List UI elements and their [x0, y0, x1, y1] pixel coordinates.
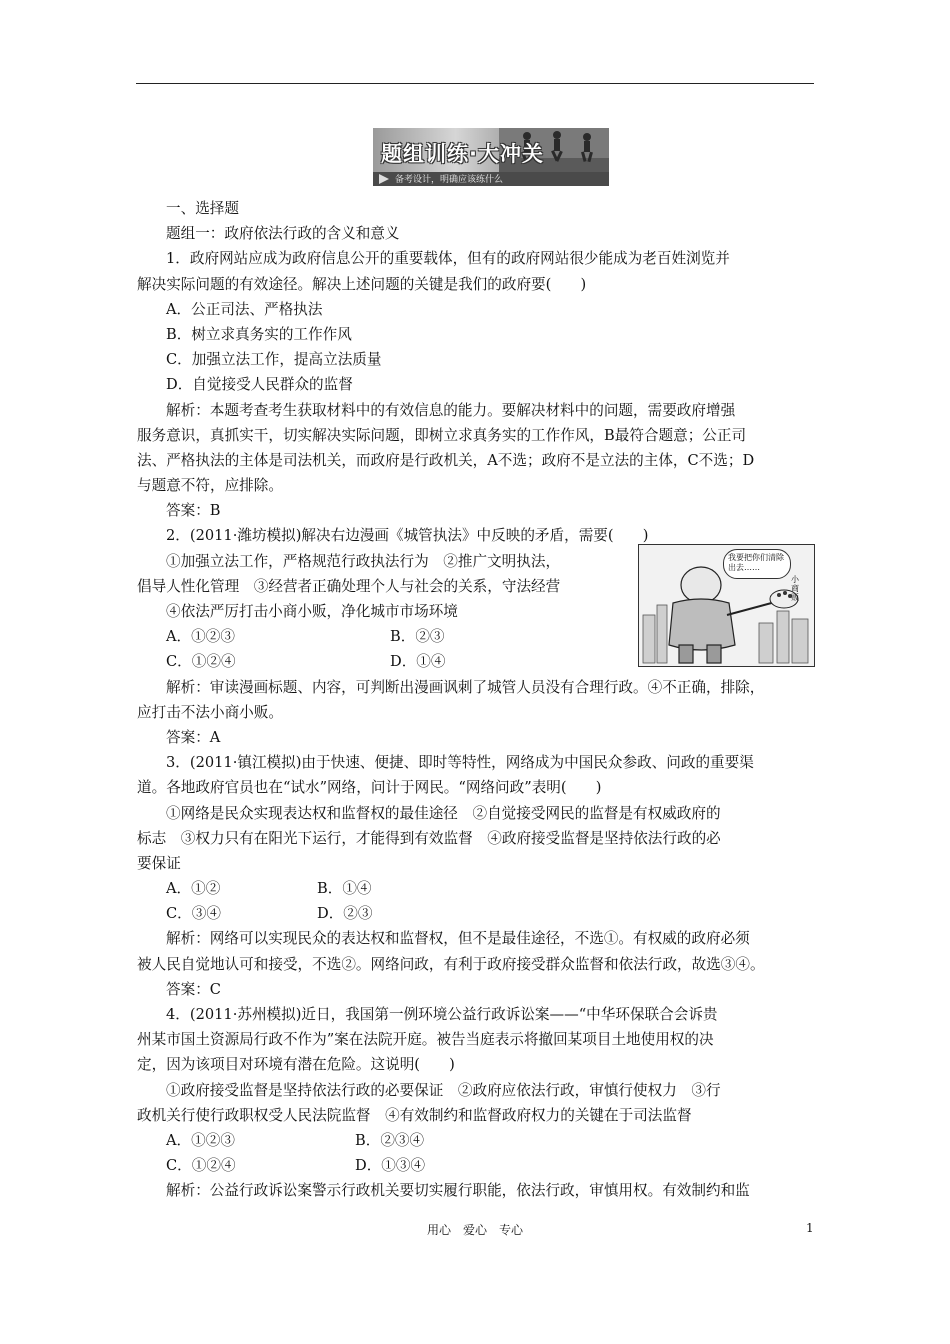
- text-line: 答案：B: [166, 502, 221, 520]
- text-line: 解析：本题考查考生获取材料中的有效信息的能力。要解决材料中的问题，需要政府增强: [166, 401, 736, 419]
- top-rule: [136, 83, 814, 84]
- text-line: 定，因为该项目对环境有潜在危险。这说明( ): [137, 1056, 455, 1074]
- text-line: ①加强立法工作，严格规范行政执法行为 ②推广文明执法，: [166, 552, 561, 570]
- answer-option: D．①④: [390, 653, 446, 671]
- text-line: C．加强立法工作，提高立法质量: [166, 351, 382, 369]
- text-line: 州某市国土资源局行政不作为”案在法院开庭。被告当庭表示将撤回某项目土地使用权的决: [137, 1031, 714, 1049]
- answer-option: D．①③④: [355, 1157, 426, 1175]
- text-line: ①网络是民众实现表达权和监督权的最佳途径 ②自觉接受网民的监督是有权威政府的: [166, 804, 721, 822]
- banner-title: 题组训练·大冲关: [381, 142, 544, 166]
- page-footer: 用心 爱心 专心: [426, 1223, 523, 1237]
- cartoon-label: 小商贩: [791, 575, 799, 602]
- text-line: 答案：A: [166, 728, 221, 746]
- text-line: 服务意识，真抓实干，切实解决实际问题，即树立求真务实的工作作风，B最符合题意；公正司: [137, 426, 747, 444]
- page-number: 1: [806, 1221, 814, 1235]
- answer-option: C．①②④: [166, 1157, 236, 1175]
- text-line: D．自觉接受人民群众的监督: [166, 376, 353, 394]
- text-line: B．树立求真务实的工作作风: [166, 325, 352, 343]
- text-line: 3．(2011·镇江模拟)由于快速、便捷、即时等特性，网络成为中国民众参政、问政的重要渠: [166, 754, 754, 772]
- answer-option: A．①②③: [166, 628, 235, 646]
- text-line: 解决实际问题的有效途径。解决上述问题的关键是我们的政府要( ): [137, 275, 587, 293]
- text-line: ①政府接受监督是坚持依法行政的必要保证 ②政府应依法行政，审慎行使权力 ③行: [166, 1081, 721, 1099]
- banner-subtitle: 备考设计，明确应该练什么: [395, 175, 504, 185]
- text-line: 题组一：政府依法行政的含义和意义: [166, 225, 400, 243]
- text-line: ④依法严厉打击小商小贩，净化城市市场环境: [166, 603, 458, 620]
- text-line: 要保证: [137, 854, 181, 872]
- text-line: A．公正司法、严格执法: [166, 300, 323, 318]
- text-line: 标志 ③权力只有在阳光下运行，才能得到有效监督 ④政府接受监督是坚持依法行政的必: [137, 829, 721, 847]
- answer-option: B．②③: [390, 628, 445, 646]
- text-line: 1．政府网站应成为政府信息公开的重要载体，但有的政府网站很少能成为老百姓浏览并: [166, 250, 730, 268]
- answer-option: C．①②④: [166, 653, 236, 671]
- section-banner: [373, 128, 609, 186]
- text-line: 解析：公益行政诉讼案警示行政机关要切实履行职能，依法行政，审慎用权。有效制约和监: [166, 1182, 750, 1200]
- text-line: 2．(2011·潍坊模拟)解决右边漫画《城管执法》中反映的矛盾，需要( ): [166, 527, 649, 545]
- answer-options-row: [137, 876, 815, 901]
- cartoon-speech-bubble: 我要把你们清除出去……: [723, 549, 791, 579]
- text-line: 应打击不法小商小贩。: [137, 703, 283, 721]
- answer-option: B．②③④: [355, 1131, 425, 1149]
- text-line: 被人民自觉地认可和接受，不选②。网络问政，有利于政府接受群众监督和依法行政，故选③④。: [137, 955, 765, 973]
- text-line: 一、选择题: [166, 200, 239, 217]
- text-line: 答案：C: [166, 980, 221, 998]
- answer-option: C．③④: [166, 905, 221, 923]
- answer-option: A．①②③: [166, 1131, 235, 1149]
- answer-option: A．①②: [166, 880, 221, 898]
- text-line: 与题意不符，应排除。: [137, 477, 283, 495]
- text-line: 解析：网络可以实现民众的表达权和监督权，但不是最佳途径，不选①。有权威的政府必须: [166, 930, 750, 948]
- text-line: 4．(2011·苏州模拟)近日，我国第一例环境公益行政诉讼案——“中华环保联合会诉贵: [166, 1006, 718, 1023]
- answer-options-row: [137, 1128, 815, 1153]
- text-line: 道。各地政府官员也在“试水”网络，问计于网民。“网络问政”表明( ): [137, 779, 602, 797]
- text-line: 解析：审读漫画标题、内容，可判断出漫画讽刺了城管人员没有合理行政。④不正确，排除，: [166, 678, 765, 696]
- answer-options-row: [137, 1153, 815, 1178]
- document-body: [137, 196, 815, 1204]
- text-line: 政机关行使行政职权受人民法院监督 ④有效制约和监督政府权力的关键在于司法监督: [137, 1106, 692, 1124]
- arrow-icon: [379, 174, 389, 184]
- answer-option: D．②③: [317, 905, 373, 923]
- answer-options-row: [137, 901, 815, 926]
- text-line: 法、严格执法的主体是司法机关，而政府是行政机关，A不选；政府不是立法的主体，C不选；D: [137, 451, 755, 469]
- cartoon-image: [638, 544, 815, 667]
- text-line: 倡导人性化管理 ③经营者正确处理个人与社会的关系，守法经营: [137, 577, 561, 595]
- answer-option: B．①④: [317, 880, 372, 898]
